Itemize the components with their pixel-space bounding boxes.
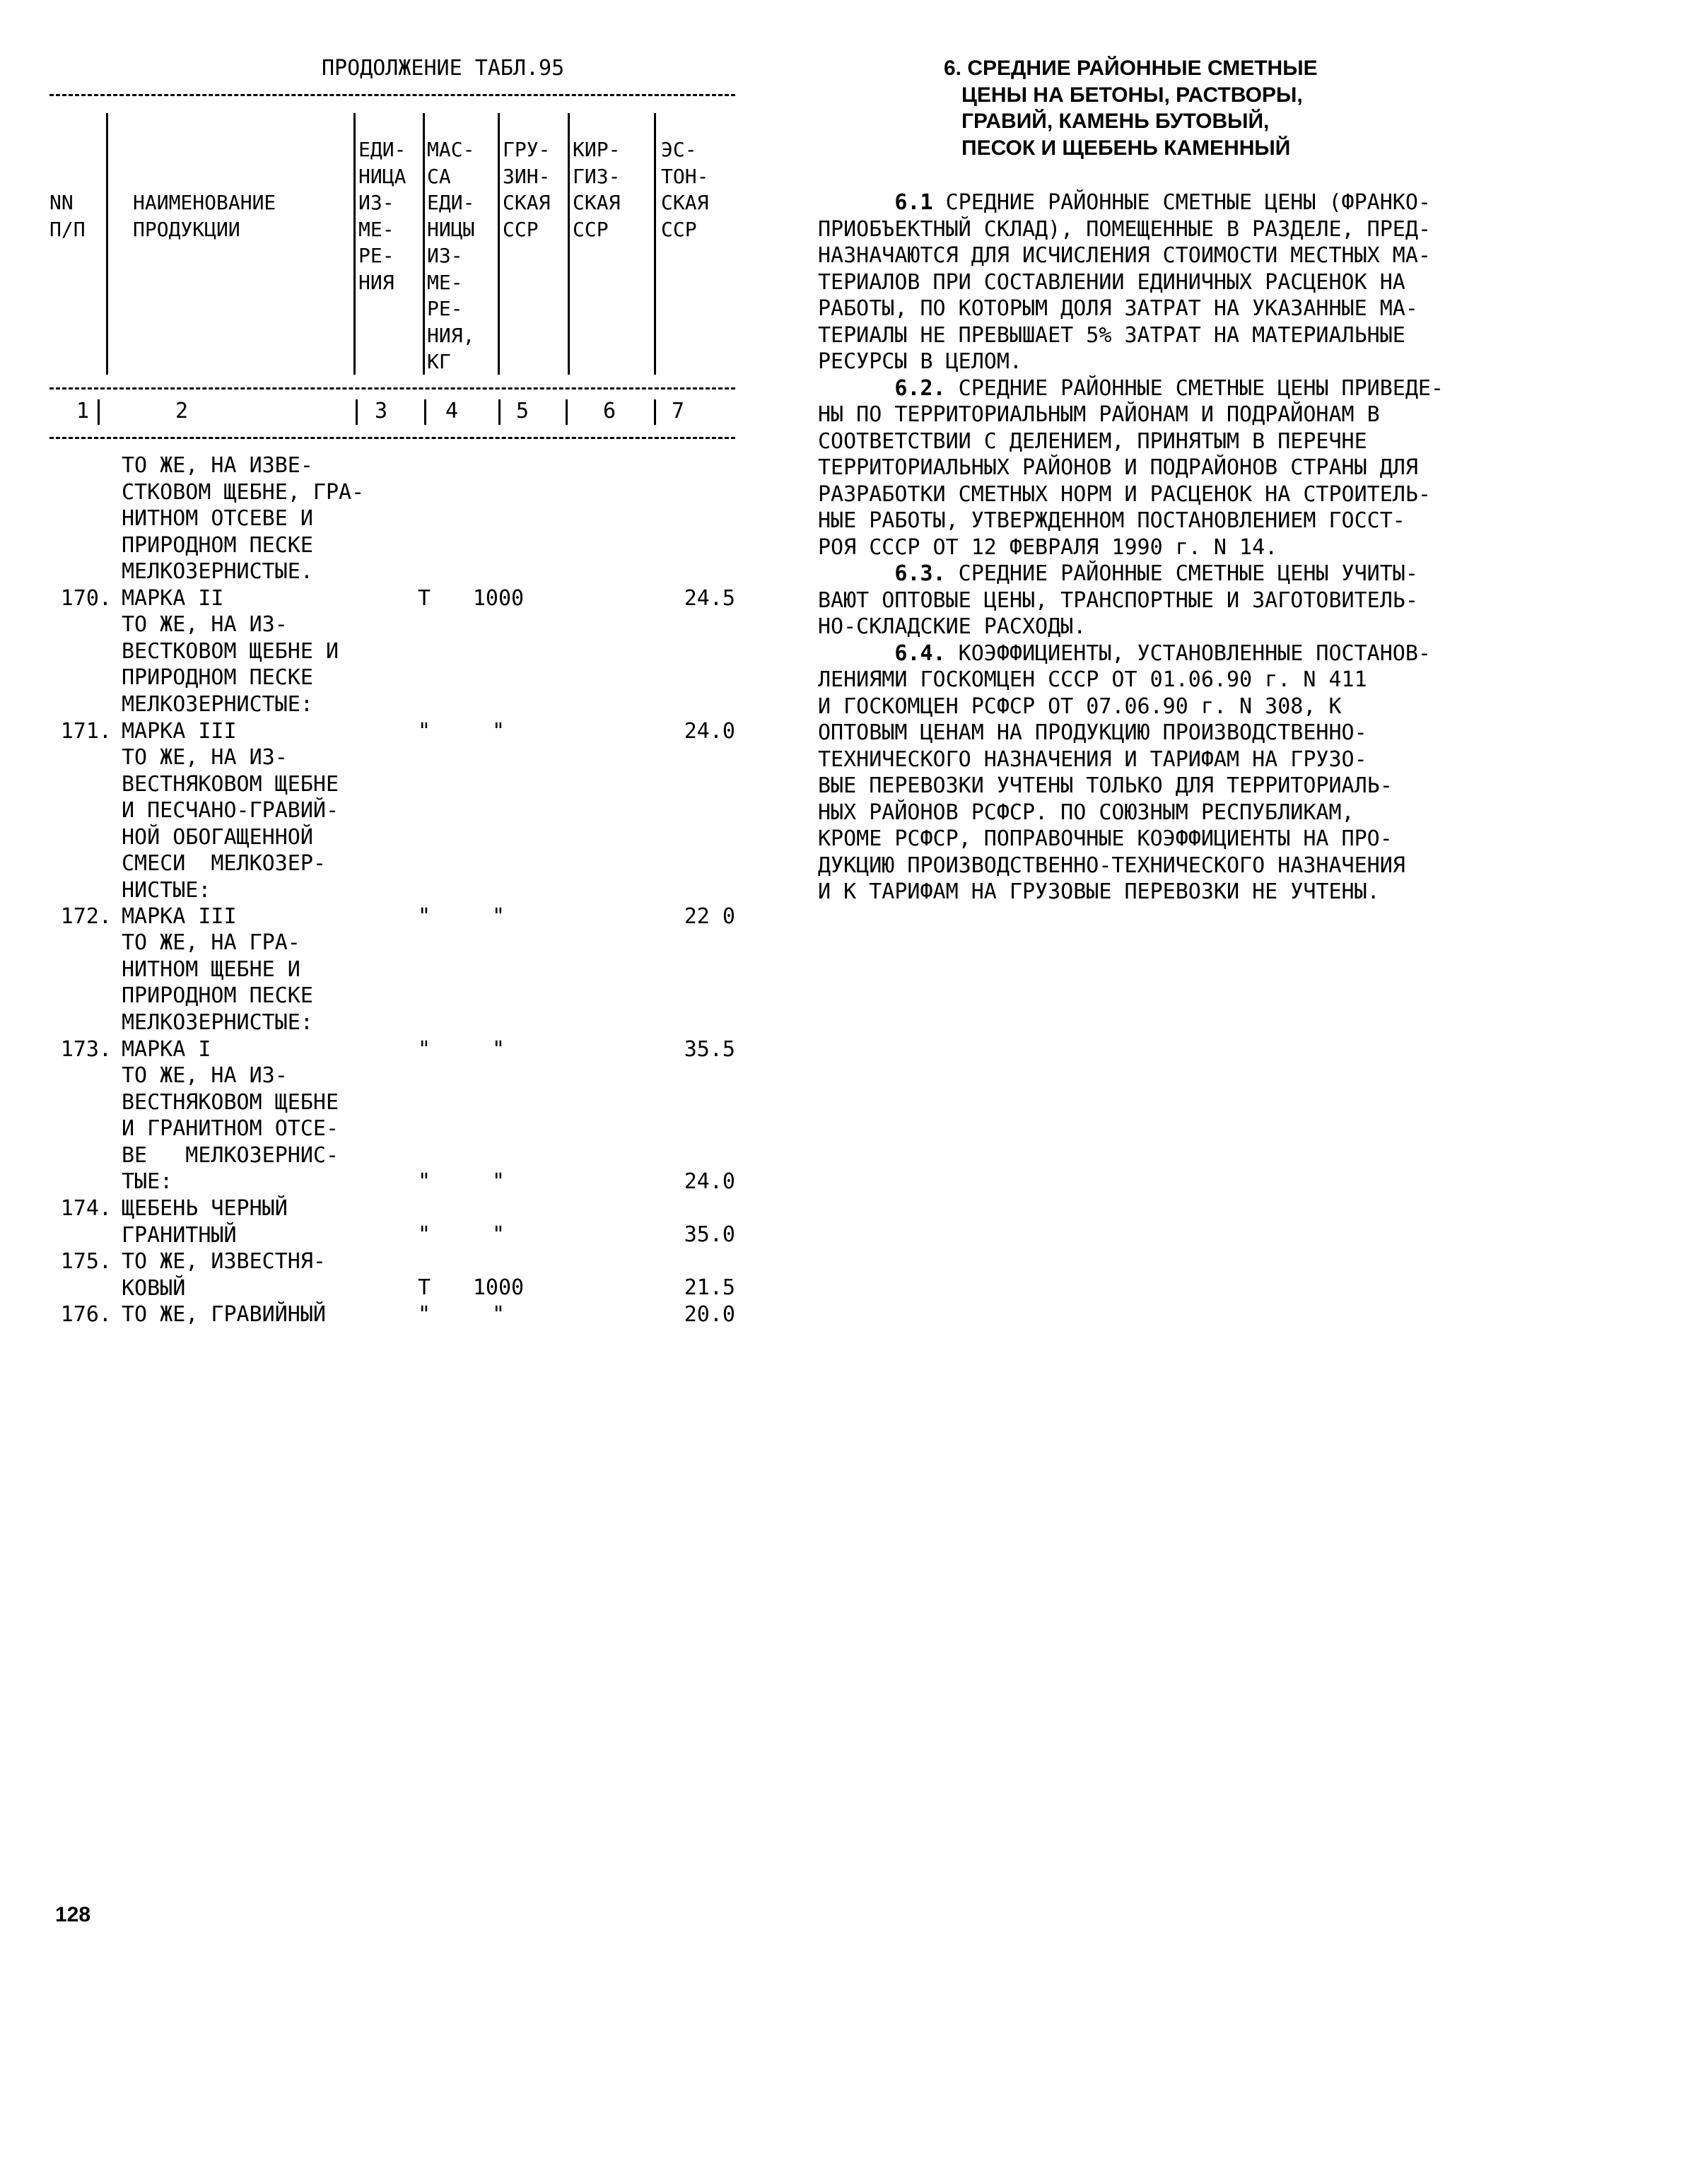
column-number: 4 <box>445 399 459 423</box>
paragraph <box>818 561 1518 640</box>
product-name: ТО ЖЕ, ГРАВИЙНЫЙ <box>122 1302 326 1327</box>
unit: " <box>417 904 431 929</box>
unit: " <box>417 1037 431 1062</box>
header-col-7: ЭС- ТОН- СКАЯ ССР <box>661 138 709 241</box>
unit: " <box>417 1222 431 1247</box>
row-number: 175. <box>60 1249 112 1274</box>
product-name: МАРКА I <box>122 1037 211 1062</box>
product-name: МАРКА III <box>122 904 237 929</box>
paragraph-number: 6.1 <box>894 190 933 215</box>
estonian-price: 21.5 <box>684 1275 735 1300</box>
header-col-3: ЕДИ- НИЦА ИЗ- МЕ- РЕ- НИЯ <box>358 138 406 294</box>
estonian-price: 24.0 <box>684 719 735 744</box>
header-divider <box>654 113 656 375</box>
product-name: ТО ЖЕ, НА ИЗВЕ- СТКОВОМ ЩЕБНЕ, ГРА- НИТНОМ ОТСЕВЕ И ПРИРОДНОМ ПЕСКЕ МЕЛКОЗЕРНИСТЫЕ. <box>122 453 365 584</box>
mass: " <box>491 1302 505 1327</box>
column-number-divider <box>566 399 568 425</box>
header-divider <box>106 113 108 375</box>
header-divider <box>568 113 570 375</box>
row-number: 173. <box>60 1037 112 1062</box>
estonian-price: 35.0 <box>684 1222 735 1247</box>
estonian-price: 20.0 <box>684 1302 735 1327</box>
table-top-rule <box>49 94 735 96</box>
product-name: МАРКА II <box>122 586 224 611</box>
mass: " <box>491 904 505 929</box>
paragraph-text: КОЭФФИЦИЕНТЫ, УСТАНОВЛЕННЫЕ ПОСТАНОВ- ЛЕНИЯМИ ГОСКОМЦЕН СССР ОТ 01.06.90 г. N 411 И ГОСКОМЦЕН РСФСР ОТ 07.06.90 г. N 308, К ОПТОВЫМ ЦЕНАМ НА ПРОДУКЦИЮ ПРОИЗВОДСТВЕННО- ТЕХНИЧЕСКОГО НАЗНАЧЕНИЯ И ТАРИФАМ НА ГРУЗО- ВЫЕ ПЕРЕВОЗКИ УЧТЕНЫ ТОЛЬКО ДЛЯ ТЕРРИТОРИАЛЬ- НЫХ РАЙОНОВ РСФСР. ПО СОЮЗНЫМ РЕСПУБЛИКАМ, КРОМЕ РСФСР, ПОПРАВОЧНЫЕ КОЭФФИЦИЕНТЫ НА ПРО- ДУКЦИЮ ПРОИЗВОДСТВЕННО-ТЕХНИЧЕСКОГО НАЗНАЧЕНИЯ И К ТАРИФАМ НА ГРУЗОВЫЕ ПЕРЕВОЗКИ НЕ УЧТЕНЫ. <box>818 640 1431 904</box>
column-number: 7 <box>672 399 685 423</box>
paragraph-number: 6.4. <box>894 640 946 666</box>
column-number: 1 <box>76 399 90 423</box>
table-body-rule <box>49 437 735 439</box>
paragraph <box>818 375 1518 561</box>
header-col-6: КИР- ГИЗ- СКАЯ ССР <box>573 138 621 241</box>
column-number: 6 <box>603 399 616 423</box>
mass: " <box>491 719 505 744</box>
header-divider <box>353 113 356 375</box>
mass: 1000 <box>472 586 525 611</box>
unit: Т <box>417 586 431 611</box>
estonian-price: 24.0 <box>684 1169 735 1194</box>
paragraph-text: СРЕДНИЕ РАЙОННЫЕ СМЕТНЫЕ ЦЕНЫ ПРИВЕДЕ- НЫ ПО ТЕРРИТОРИАЛЬНЫМ РАЙОНАМ И ПОДРАЙОНАМ В СООТВЕТСТВИИ С ДЕЛЕНИЕМ, ПРИНЯТЫМ В ПЕРЕЧНЕ ТЕРРИТОРИАЛЬНЫХ РАЙОНОВ И ПОДРАЙОНОВ СТРАНЫ ДЛЯ РАЗРАБОТКИ СМЕТНЫХ НОРМ И РАСЦЕНОК НА СТРОИТЕЛЬ- НЫЕ РАБОТЫ, УТВЕРЖДЕННОМ ПОСТАНОВЛЕНИЕМ ГОССТ- РОЯ СССР ОТ 12 ФЕВРАЛЯ 1990 г. N 14. <box>818 375 1444 560</box>
column-number-divider <box>356 399 358 425</box>
row-number: 171. <box>60 719 112 744</box>
paragraph <box>818 640 1518 906</box>
header-col-5: ГРУ- ЗИН- СКАЯ ССР <box>503 138 551 241</box>
row-number: 176. <box>60 1302 112 1327</box>
section-body <box>818 189 1518 906</box>
header-divider <box>498 113 500 375</box>
column-number: 2 <box>175 399 189 423</box>
header-divider <box>423 113 425 375</box>
product-name: ЩЕБЕНЬ ЧЕРНЫЙ ГРАНИТНЫЙ <box>122 1196 288 1248</box>
row-number: 172. <box>60 904 112 929</box>
column-number-divider <box>98 399 100 425</box>
page-number: 128 <box>55 1903 91 1926</box>
header-col-4: МАС- СА ЕДИ- НИЦЫ ИЗ- МЕ- РЕ- НИЯ, КГ <box>427 138 475 373</box>
product-name: ТО ЖЕ, НА ИЗ- ВЕСТКОВОМ ЩЕБНЕ И ПРИРОДНОМ ПЕСКЕ МЕЛКОЗЕРНИСТЫЕ: <box>122 612 339 717</box>
header-col-2: НАИМЕНОВАНИЕ ПРОДУКЦИИ <box>133 191 276 241</box>
mass: " <box>491 1222 505 1247</box>
mass: " <box>491 1037 505 1062</box>
mass: 1000 <box>472 1275 525 1300</box>
row-number: 174. <box>60 1196 112 1221</box>
paragraph-text: СРЕДНИЕ РАЙОННЫЕ СМЕТНЫЕ ЦЕНЫ (ФРАНКО- ПРИОБЪЕКТНЫЙ СКЛАД), ПОМЕЩЕННЫЕ В РАЗДЕЛЕ, ПРЕД- НАЗНАЧАЮТСЯ ДЛЯ ИСЧИСЛЕНИЯ СТОИМОСТИ МЕСТНЫХ МА- ТЕРИАЛОВ ПРИ СОСТАВЛЕНИИ ЕДИНИЧНЫХ РАСЦЕНОК НА РАБОТЫ, ПО КОТОРЫМ ДОЛЯ ЗАТРАТ НА УКАЗАННЫЕ МА- ТЕРИАЛЫ НЕ ПРЕВЫШАЕТ 5% ЗАТРАТ НА МАТЕРИАЛЬНЫЕ РЕСУРСЫ В ЦЕЛОМ. <box>818 190 1431 374</box>
mass: " <box>491 1169 505 1194</box>
estonian-price: 22 0 <box>684 904 735 929</box>
unit: " <box>417 1302 431 1327</box>
estonian-price: 24.5 <box>684 586 735 611</box>
column-number-divider <box>424 399 426 425</box>
row-number: 170. <box>60 586 112 611</box>
product-name: ТО ЖЕ, НА ИЗ- ВЕСТНЯКОВОМ ЩЕБНЕ И ГРАНИТНОМ ОТСЕ- ВЕ МЕЛКОЗЕРНИС- ТЫЕ: <box>122 1063 339 1194</box>
paragraph <box>818 189 1518 375</box>
unit: " <box>417 719 431 744</box>
table-header-rule <box>49 387 735 390</box>
column-number-divider <box>498 399 501 425</box>
product-name: ТО ЖЕ, НА ИЗ- ВЕСТНЯКОВОМ ЩЕБНЕ И ПЕСЧАНО-ГРАВИЙ- НОЙ ОБОГАЩЕННОЙ СМЕСИ МЕЛКОЗЕР- НИСТЫЕ: <box>122 745 339 903</box>
product-name: ТО ЖЕ, НА ГРА- НИТНОМ ЩЕБНЕ И ПРИРОДНОМ ПЕСКЕ МЕЛКОЗЕРНИСТЫЕ: <box>122 930 313 1035</box>
unit: Т <box>417 1275 431 1300</box>
column-number-divider <box>654 399 656 425</box>
paragraph-number: 6.3. <box>894 561 946 586</box>
paragraph-text: СРЕДНИЕ РАЙОННЫЕ СМЕТНЫЕ ЦЕНЫ УЧИТЫ- ВАЮТ ОПТОВЫЕ ЦЕНЫ, ТРАНСПОРТНЫЕ И ЗАГОТОВИТЕЛЬ- НО-СКЛАДСКИЕ РАСХОДЫ. <box>818 561 1418 639</box>
unit: " <box>417 1169 431 1194</box>
header-col-1: NN П/П <box>49 191 86 241</box>
column-number: 3 <box>375 399 388 423</box>
column-number: 5 <box>516 399 530 423</box>
paragraph-number: 6.2. <box>894 375 946 401</box>
product-name: МАРКА III <box>122 719 237 744</box>
product-name: ТО ЖЕ, ИЗВЕСТНЯ- КОВЫЙ <box>122 1249 326 1301</box>
estonian-price: 35.5 <box>684 1037 735 1062</box>
table-caption: ПРОДОЛЖЕНИЕ ТАБЛ.95 <box>322 56 565 81</box>
section-title: 6. СРЕДНИЕ РАЙОННЫЕ СМЕТНЫЕ ЦЕНЫ НА БЕТОНЫ, РАСТВОРЫ, ГРАВИЙ, КАМЕНЬ БУТОВЫЙ, ПЕСОК И ЩЕБЕНЬ КАМЕННЫЙ <box>944 57 1318 160</box>
